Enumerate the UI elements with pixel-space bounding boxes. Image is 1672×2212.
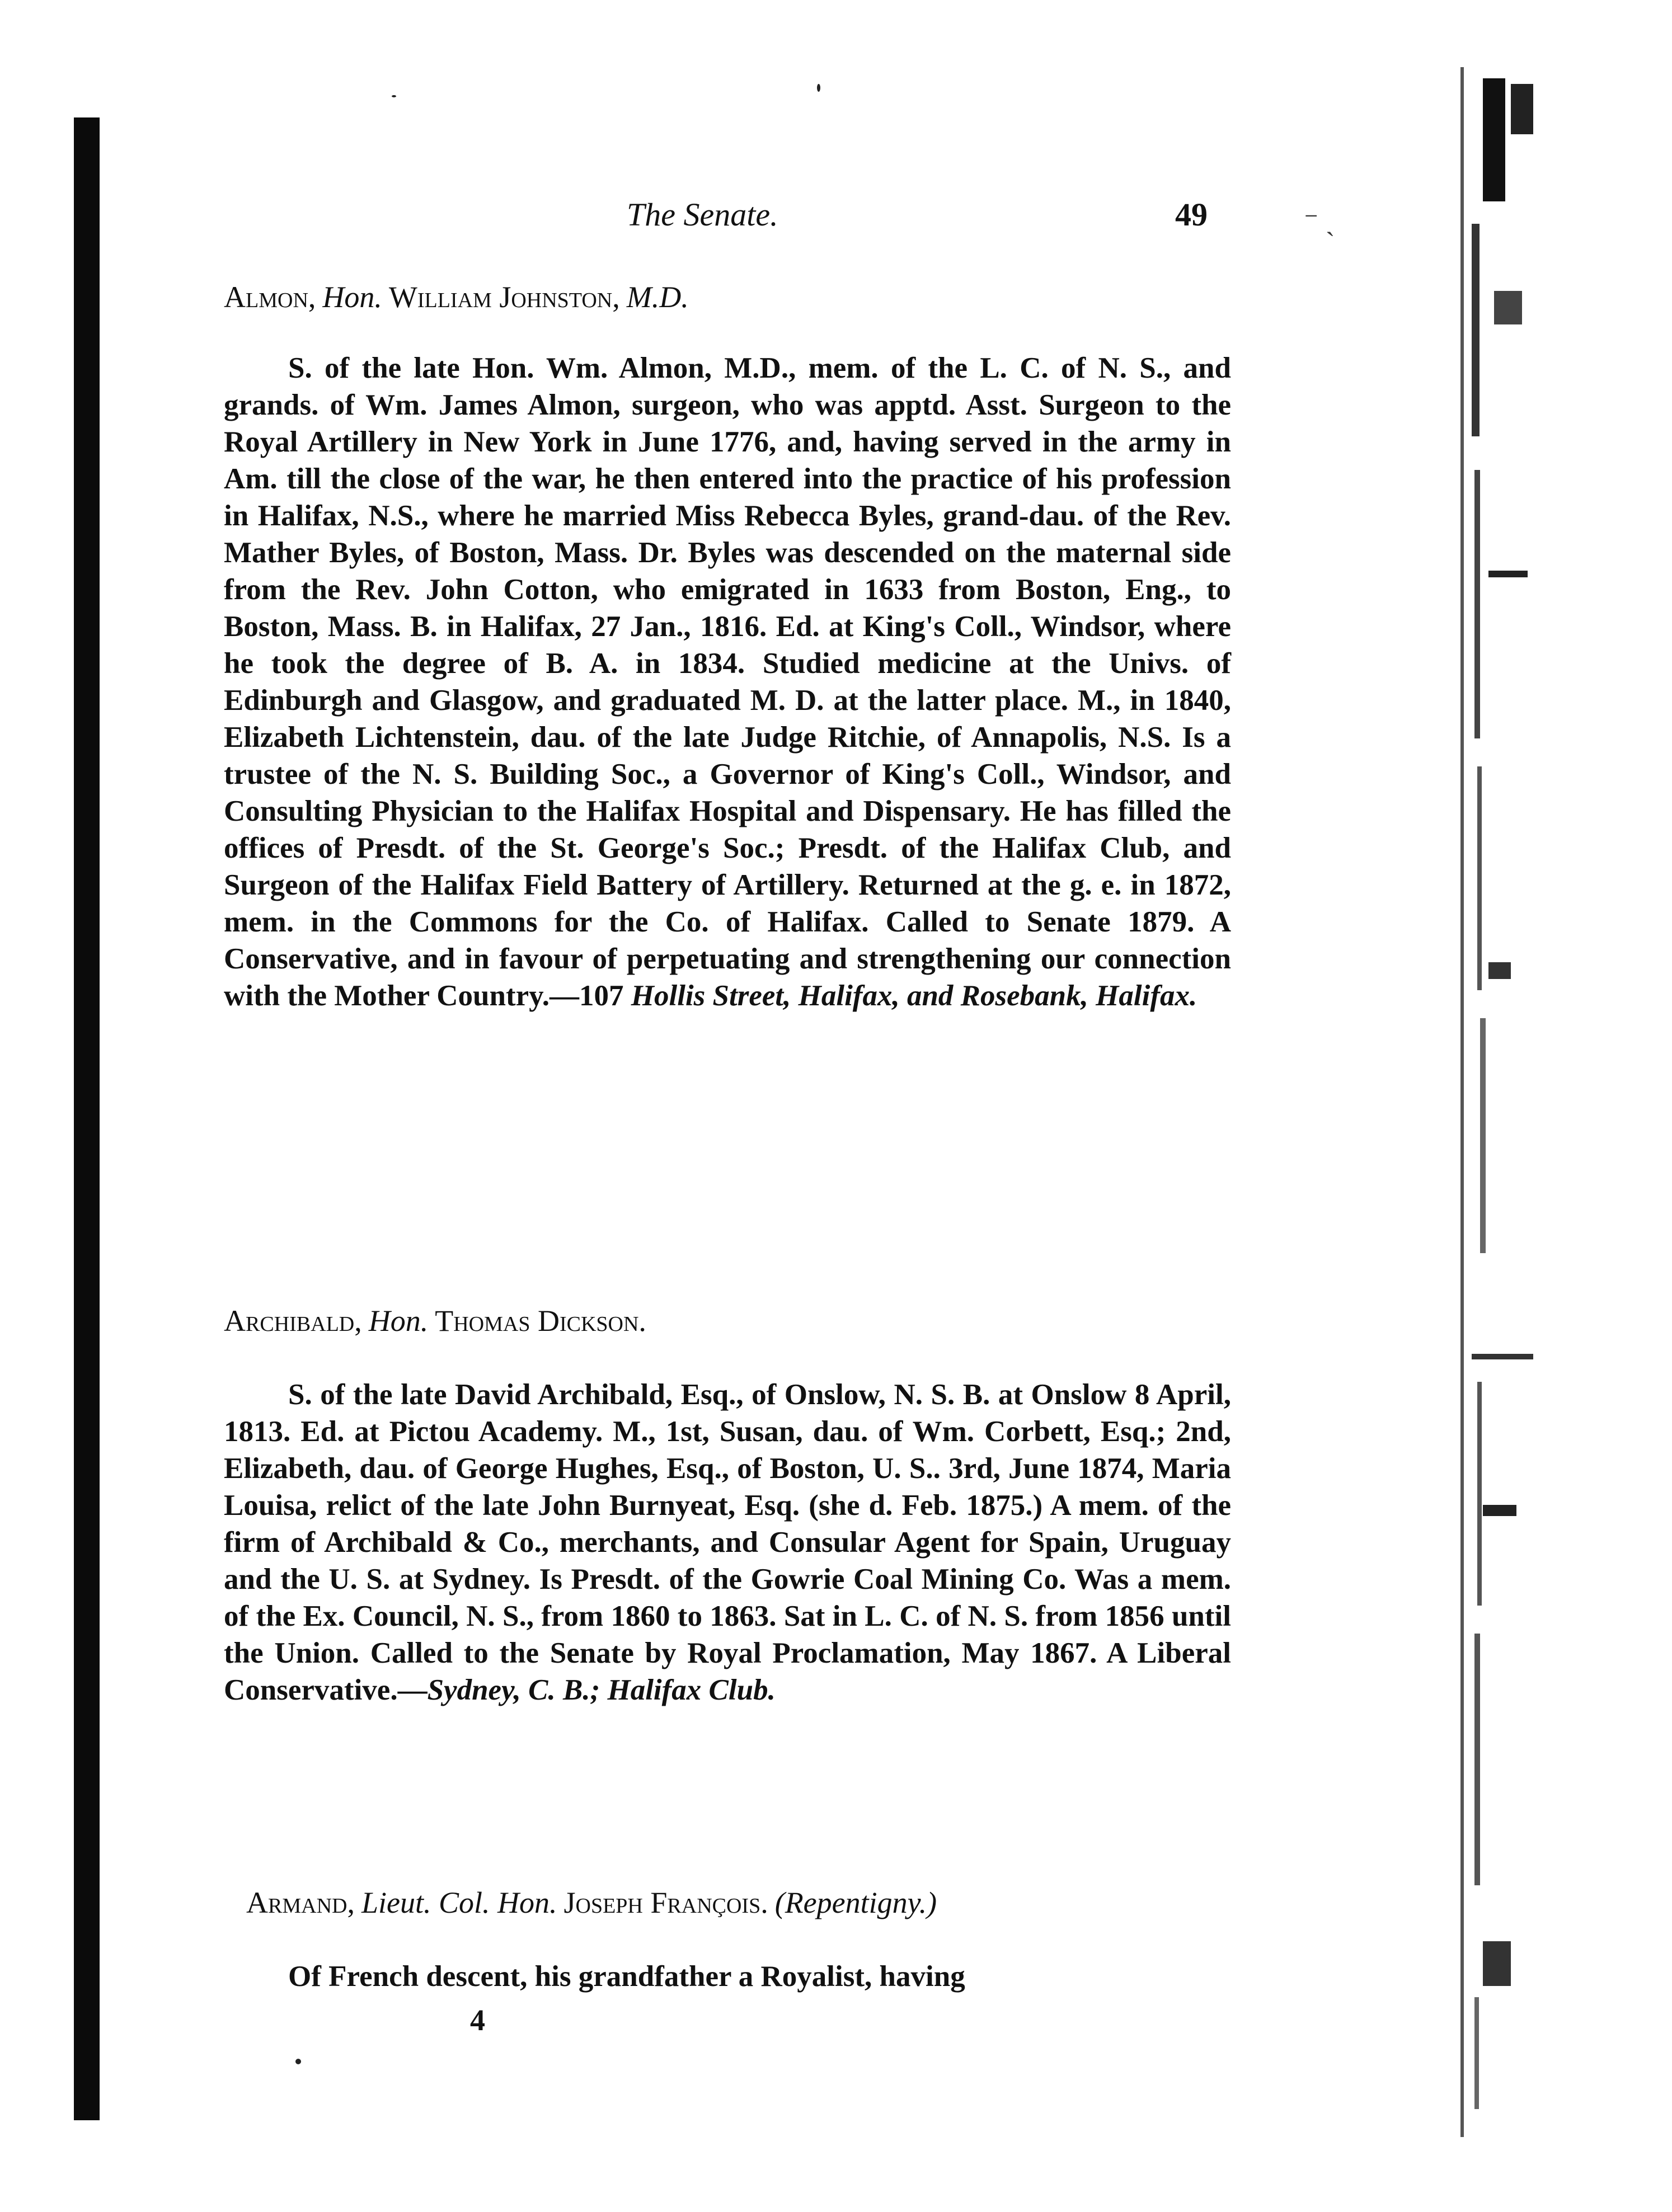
entry-body-armand (224, 1958, 1231, 1995)
entry-given-names: Thomas Dickson. (435, 1304, 646, 1338)
entry-heading-almon (224, 280, 689, 314)
entry-honorific: Hon. (368, 1304, 429, 1338)
entry-text: S. of the late Hon. Wm. Almon, M.D., mem. of the L. C. of N. S., and grands. of Wm. James Almon, surgeon, who was apptd. Asst. Surgeon to the Royal Artillery in New York in June 1776, and, having served in the army in Am. till the close of the war, he then entered into the practice of his profession in Halifax, N.S., where he married Miss Rebecca Byles, grand-dau. of the Rev. Mather Byles, of Boston, Mass. Dr. Byles was descended on the maternal side from the Rev. John Cotton, who emigrated in 1633 from Boston, Eng., to Boston, Mass. B. in Halifax, 27 Jan., 1816. Ed. at King's Coll., Windsor, where he took the degree of B. A. in 1834. Studied medicine at the Univs. of Edinburgh and Glasgow, and graduated M. D. at the latter place. M., in 1840, Elizabeth Lichtenstein, dau. of the late Judge Ritchie, of Annapolis, N.S. Is a trustee of the N. S. Building Soc., a Governor of King's Coll., Windsor, and Consulting Physician to the Halifax Hospital and Dispensary. He has filled the offices of Presdt. of the St. George's Soc.; Presdt. of the Halifax Club, and Surgeon of the Halifax Field Battery of Artillery. Returned at the g. e. in 1872, mem. in the Commons for the Co. of Halifax. Called to Senate 1879. A Conservative, and in favour of perpetuating and strengthening our connection with the Mother Country.—107 (224, 352, 1231, 1012)
scan-speck (295, 2059, 301, 2064)
entry-honorific: Hon. (322, 280, 382, 314)
entry-text: Of French descent, his grandfather a Royalist, having (288, 1960, 965, 1993)
scan-speck (392, 95, 396, 97)
entry-body-archibald (224, 1376, 1231, 1709)
entry-given-names: William Johnston, (388, 280, 620, 314)
entry-given-names: Joseph François. (563, 1886, 768, 1919)
entry-address: Hollis Street, Halifax, and Rosebank, Halifax. (631, 980, 1197, 1012)
entry-body-almon (224, 350, 1231, 1014)
entry-honorific: Lieut. Col. Hon. (361, 1886, 557, 1919)
entry-text: S. of the late David Archibald, Esq., of Onslow, N. S. B. at Onslow 8 April, 1813. Ed. at Pictou Academy. M., 1st, Susan, dau. of Wm. Corbett, Esq.; 2nd, Elizabeth, dau. of George Hughes, Esq., of Boston, U. S.. 3rd, June 1874, Maria Louisa, relict of the late John Burnyeat, Esq. (she d. Feb. 1875.) A mem. of the firm of Archibald & Co., merchants, and Consular Agent for Spain, Uruguay and the U. S. at Sydney. Is Presdt. of the Gowrie Coal Mining Co. Was a mem. of the Ex. Council, N. S., from 1860 to 1863. Sat in L. C. of N. S. from 1856 until the Union. Called to the Senate by Royal Proclamation, May 1867. A Liberal Conservative.— (224, 1378, 1231, 1706)
running-title: The Senate. (627, 196, 778, 233)
entry-seat: (Repentigny.) (774, 1886, 937, 1919)
entry-surname: Archibald, (224, 1304, 362, 1338)
entry-heading-armand (246, 1885, 937, 1920)
binding-shadow (74, 117, 100, 2120)
entry-address: Sydney, C. B.; Halifax Club. (427, 1674, 776, 1706)
entry-surname: Almon, (224, 280, 316, 314)
entry-surname: Armand, (246, 1886, 355, 1919)
scan-edge-noise (1449, 67, 1544, 2137)
page-header (224, 196, 1231, 246)
scan-speck (817, 84, 820, 92)
entry-suffix: M.D. (626, 280, 689, 314)
stray-mark: ⁻ ˎ (1304, 205, 1335, 236)
signature-mark: 4 (470, 2003, 485, 2037)
page-number: 49 (1175, 196, 1208, 233)
entry-heading-archibald (224, 1303, 646, 1338)
